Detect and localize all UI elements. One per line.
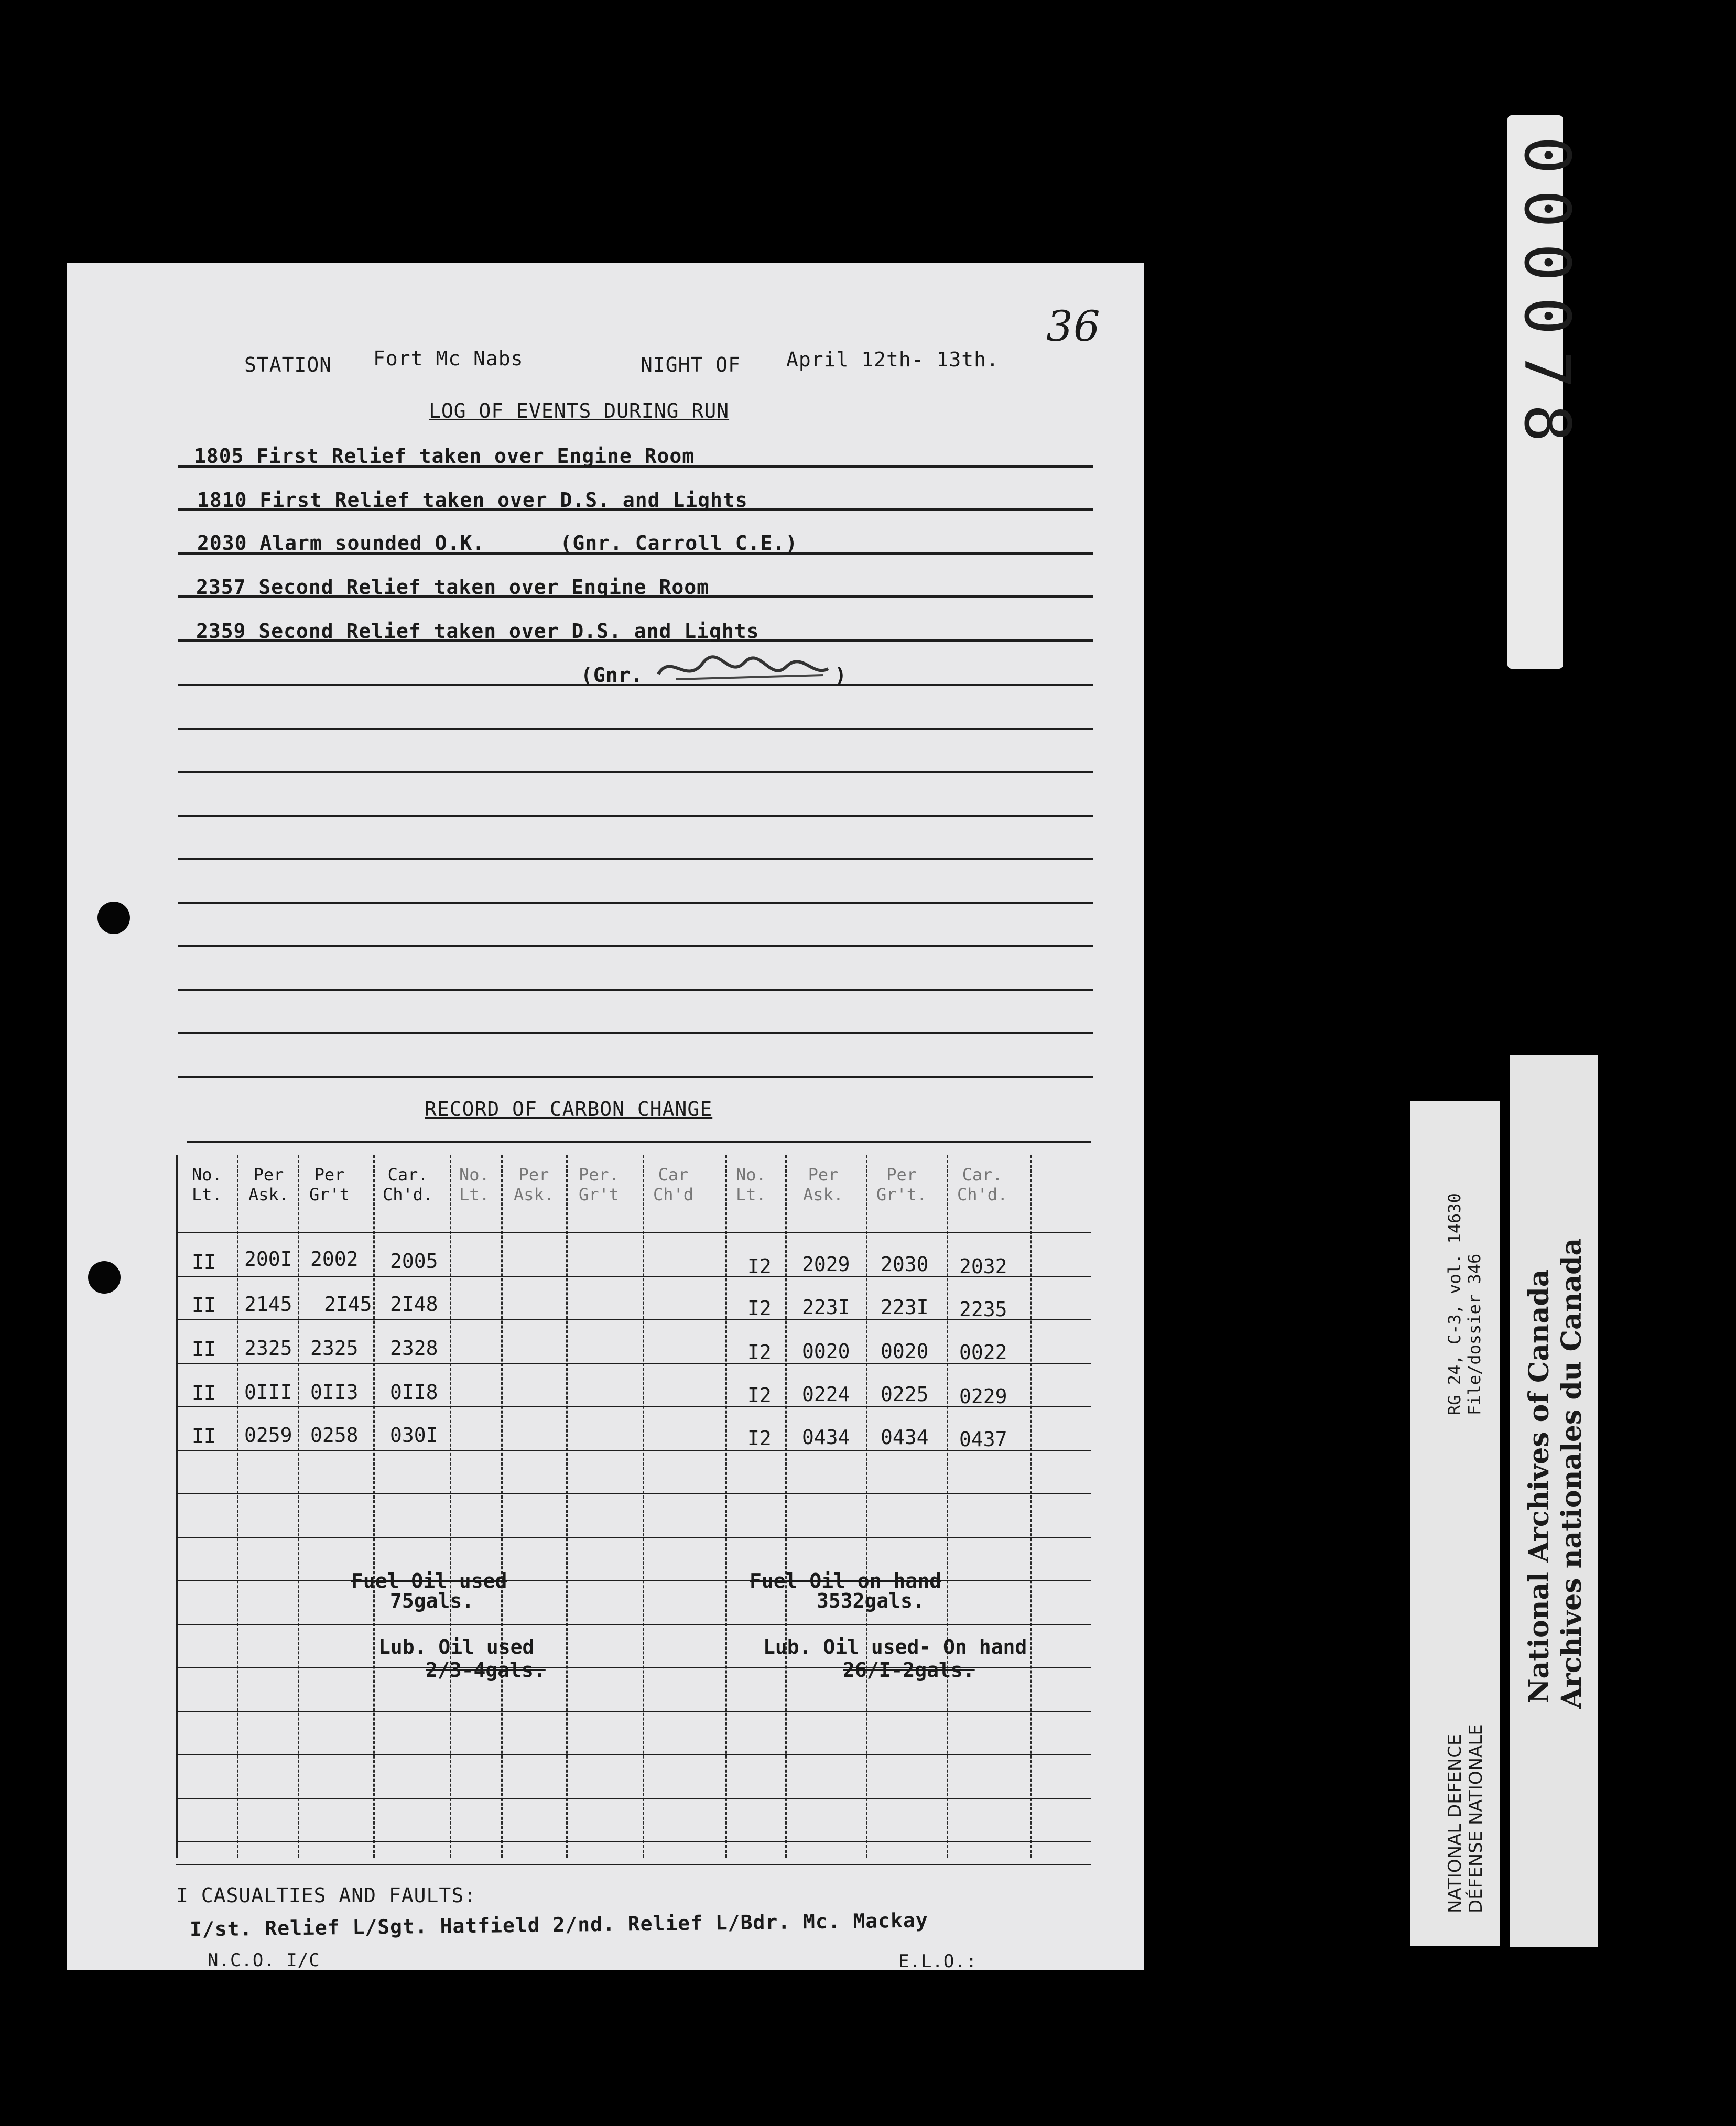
col-header: Per Ask. xyxy=(248,1165,289,1205)
table-cell: 0020 xyxy=(802,1340,850,1363)
log-entry: 2030 Alarm sounded O.K. (Gnr. Carroll C.E.) xyxy=(197,532,798,555)
table-cell: II xyxy=(192,1382,216,1405)
col-header: Car. Ch'd. xyxy=(957,1165,1008,1205)
table-cell: 0258 xyxy=(310,1424,359,1447)
table-cell: 2002 xyxy=(310,1248,359,1271)
table-cell: II xyxy=(192,1294,216,1317)
table-cell: 2I45 xyxy=(324,1293,372,1316)
table-cell: 0II8 xyxy=(390,1381,438,1404)
table-cell: 0224 xyxy=(802,1383,850,1406)
table-cell: I2 xyxy=(747,1255,772,1278)
table-cell: 0434 xyxy=(802,1426,850,1449)
table-cell: 2145 xyxy=(244,1293,292,1316)
handwritten-signature xyxy=(655,648,833,690)
fuel-hand-label: Fuel Oil on hand xyxy=(750,1569,942,1592)
log-entry: 1810 First Relief taken over D.S. and Lights xyxy=(197,489,748,512)
carbon-title: RECORD OF CARBON CHANGE xyxy=(425,1098,713,1121)
rg-line-1: RG 24, C-3, vol. 14630 xyxy=(1445,1193,1464,1415)
log-title: LOG OF EVENTS DURING RUN xyxy=(429,399,730,422)
table-cell: I2 xyxy=(747,1427,772,1450)
fuel-used-label: Fuel Oil used xyxy=(351,1569,507,1592)
table-cell: I2 xyxy=(747,1341,772,1364)
table-cell: 030I xyxy=(390,1424,438,1447)
elo-label: E.L.O.: xyxy=(898,1951,978,1972)
col-header: Per Gr't xyxy=(309,1165,350,1205)
table-cell: 200I xyxy=(244,1248,292,1271)
col-header: No. Lt. xyxy=(192,1165,222,1205)
table-cell: 0022 xyxy=(959,1341,1007,1364)
page-number: 36 xyxy=(1046,302,1101,351)
table-cell: II xyxy=(192,1338,216,1361)
log-entry: 2359 Second Relief taken over D.S. and Lights xyxy=(196,620,760,643)
table-cell: 2235 xyxy=(959,1298,1007,1321)
table-cell: II xyxy=(192,1425,216,1448)
relief-note: I/st. Relief L/Sgt. Hatfield 2/nd. Relief L/Bdr. Mc. Mackay xyxy=(189,1908,929,1941)
log-entry: 1805 First Relief taken over Engine Room xyxy=(194,444,695,468)
col-header: Car. Ch'd. xyxy=(383,1165,433,1205)
fuel-used-value: 75gals. xyxy=(390,1589,474,1612)
punch-hole-bottom xyxy=(88,1261,121,1294)
table-cell: 0II3 xyxy=(310,1381,359,1404)
table-cell: 223I xyxy=(881,1296,929,1319)
table-cell: 2325 xyxy=(244,1337,292,1360)
table-cell: 2030 xyxy=(881,1253,929,1276)
nd-line-2: DÉFENSE NATIONALE xyxy=(1466,1724,1487,1913)
table-cell: 2005 xyxy=(390,1250,438,1273)
table-cell: 0229 xyxy=(959,1385,1007,1408)
table-cell: I2 xyxy=(747,1297,772,1320)
night-value: April 12th- 13th. xyxy=(786,348,999,371)
col-header: Per Ask. xyxy=(803,1165,844,1205)
lub-hand-label: Lub. Oil used- On hand xyxy=(763,1635,1027,1658)
col-header: Per Gr't. xyxy=(876,1165,927,1205)
station-label: STATION xyxy=(244,353,332,376)
table-cell: 2328 xyxy=(390,1337,438,1360)
log-entry-signature: (Gnr. xyxy=(581,664,644,687)
table-cell: II xyxy=(192,1251,216,1274)
col-header: No. Lt. xyxy=(459,1165,490,1205)
rg-line-2: File/dossier 346 xyxy=(1464,1253,1484,1415)
table-cell: 2032 xyxy=(959,1255,1007,1278)
col-header: Per Ask. xyxy=(514,1165,555,1205)
signature-paren: ) xyxy=(834,664,847,687)
table-cell: 223I xyxy=(802,1296,850,1319)
na-line-1: National Archives of Canada xyxy=(1523,1269,1555,1704)
punch-hole-top xyxy=(97,902,130,934)
station-value: Fort Mc Nabs xyxy=(373,347,524,370)
table-cell: 2029 xyxy=(802,1253,850,1276)
col-header: Per. Gr't xyxy=(579,1165,620,1205)
frame-number xyxy=(1507,115,1583,669)
log-entry: 2357 Second Relief taken over Engine Room xyxy=(196,576,709,599)
na-line-2: Archives nationales du Canada xyxy=(1556,1238,1588,1709)
col-header: Car Ch'd xyxy=(653,1165,694,1205)
night-label: NIGHT OF xyxy=(641,353,741,376)
table-cell: 0259 xyxy=(244,1424,292,1447)
lub-hand-value: 26/I-2gals. xyxy=(843,1658,975,1682)
fuel-hand-value: 3532gals. xyxy=(817,1589,925,1612)
svg-text:000078: 000078 xyxy=(1510,136,1583,458)
table-cell: 2I48 xyxy=(390,1293,438,1316)
table-cell: 0020 xyxy=(881,1340,929,1363)
nd-line-1: NATIONAL DEFENCE xyxy=(1445,1734,1466,1913)
casualties-heading: I CASUALTIES AND FAULTS: xyxy=(176,1884,477,1907)
table-cell: 0434 xyxy=(881,1426,929,1449)
col-header: No. Lt. xyxy=(736,1165,766,1205)
table-cell: 0437 xyxy=(959,1428,1007,1451)
lub-used-label: Lub. Oil used xyxy=(378,1635,535,1658)
lub-used-value: 2/3-4gals. xyxy=(426,1658,546,1682)
nco-label: N.C.O. I/C xyxy=(208,1950,320,1971)
table-cell: 0III xyxy=(244,1381,292,1404)
table-cell: 0225 xyxy=(881,1383,929,1406)
table-cell: I2 xyxy=(747,1384,772,1407)
table-cell: 2325 xyxy=(310,1337,359,1360)
